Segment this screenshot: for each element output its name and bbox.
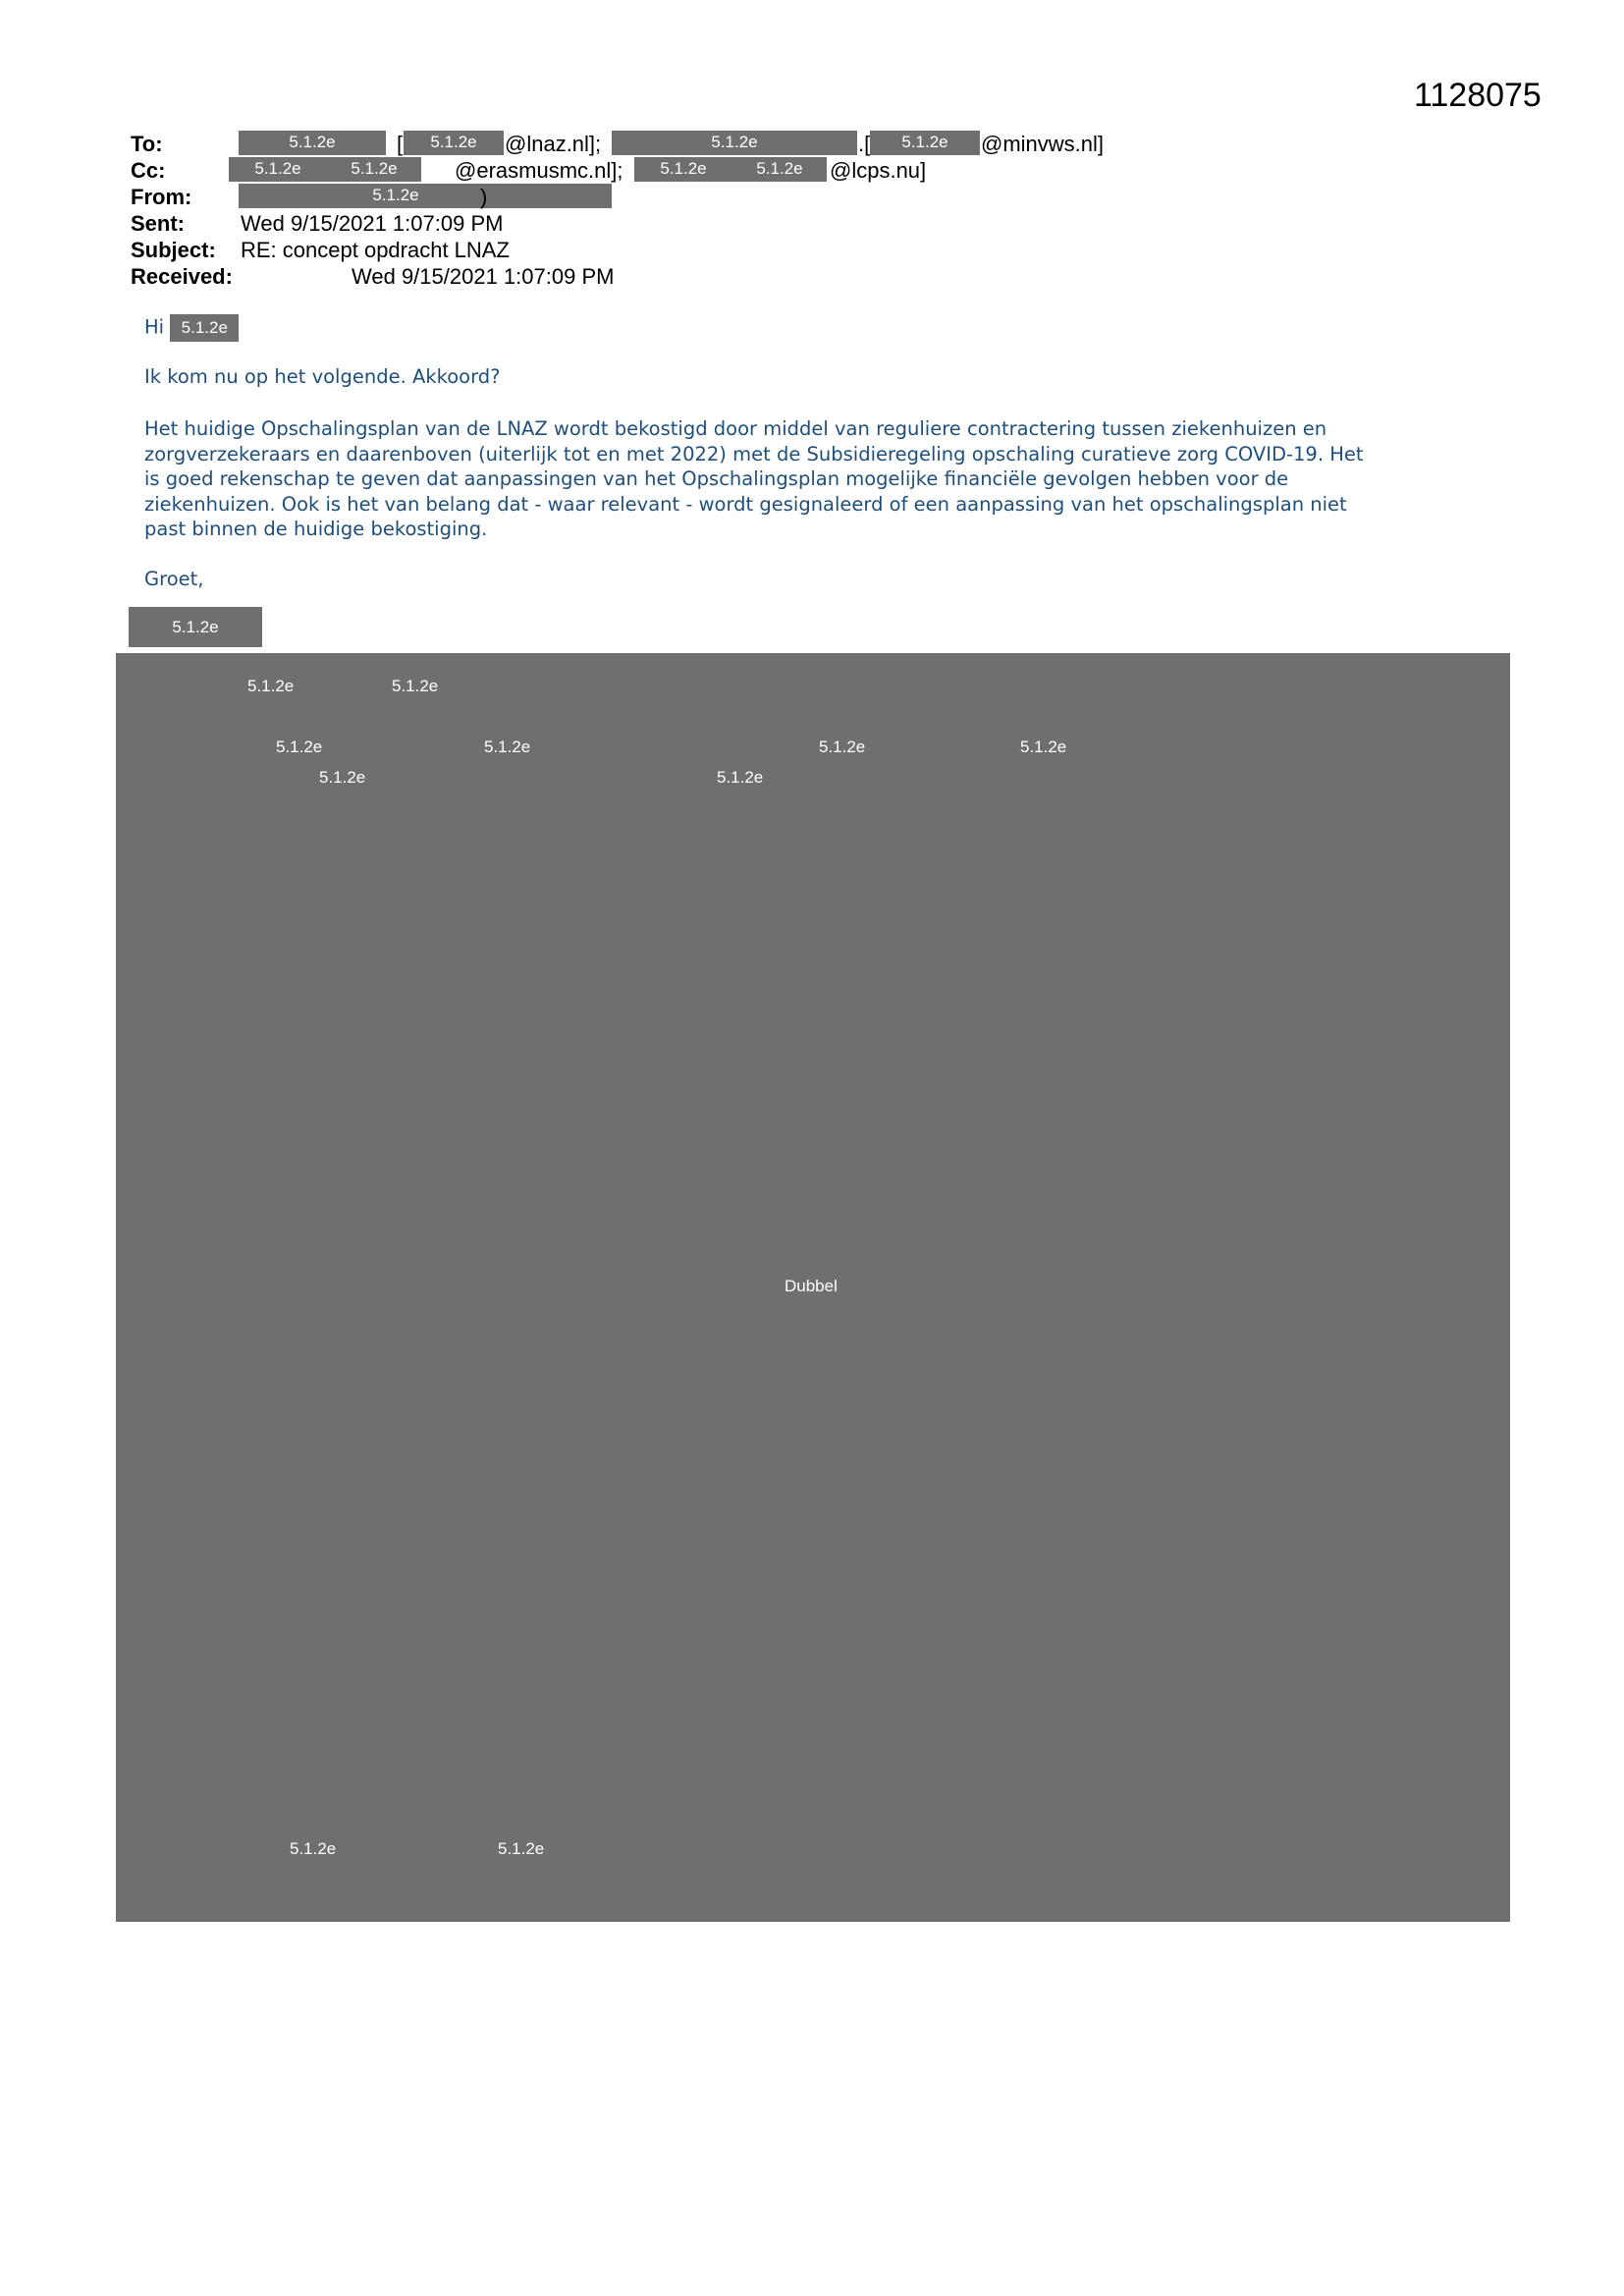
paragraph-line: ziekenhuizen. Ook is het van belang dat - waar relevant - wordt gesignaleerd of een aanpassing van het opschalingsplan niet bbox=[144, 492, 1347, 516]
received-label: Received: bbox=[131, 264, 233, 289]
from-close: ) bbox=[480, 185, 488, 209]
greeting-line bbox=[144, 314, 1480, 342]
subject-value: RE: concept opdracht LNAZ bbox=[241, 238, 510, 262]
to-domain-minvws: @minvws.nl] bbox=[981, 132, 1105, 156]
redaction-label: 5.1.2e bbox=[498, 1839, 545, 1858]
redaction-label: 5.1.2e bbox=[1020, 738, 1067, 756]
message-paragraph bbox=[144, 416, 1480, 542]
to-domain-lnaz: @lnaz.nl]; bbox=[505, 132, 602, 156]
redaction-box bbox=[474, 184, 612, 208]
from-label: From: bbox=[131, 185, 192, 209]
redaction-box: 5.1.2e bbox=[634, 157, 732, 182]
sent-value: Wed 9/15/2021 1:07:09 PM bbox=[241, 211, 504, 236]
redaction-label: 5.1.2e bbox=[717, 768, 764, 787]
redaction-box: 5.1.2e bbox=[239, 131, 386, 155]
to-bracket: .[ bbox=[858, 132, 871, 156]
redaction-label: 5.1.2e bbox=[484, 738, 531, 756]
redaction-label: 5.1.2e bbox=[319, 768, 366, 787]
signature-redaction: 5.1.2e bbox=[129, 607, 262, 647]
redaction-box: 5.1.2e bbox=[870, 131, 980, 155]
to-bracket: [ bbox=[397, 132, 404, 156]
cc-label: Cc: bbox=[131, 158, 166, 183]
paragraph-line: zorgverzekeraars en daarenboven (uiterlijk tot en met 2022) met de Subsidieregeling opschaling curatieve zorg COVID-19. Het bbox=[144, 442, 1364, 465]
sent-label: Sent: bbox=[131, 211, 185, 236]
redaction-box: 5.1.2e bbox=[327, 157, 421, 182]
intro-line: Ik kom nu op het volgende. Akkoord? bbox=[144, 365, 501, 388]
redacted-block bbox=[116, 653, 1510, 1922]
redaction-box: 5.1.2e bbox=[229, 157, 327, 182]
closing-line: Groet, bbox=[144, 568, 204, 590]
document-number: 1128075 bbox=[1414, 77, 1542, 114]
to-label: To: bbox=[131, 132, 163, 156]
redaction-box: 5.1.2e bbox=[170, 314, 239, 342]
redaction-box bbox=[239, 184, 317, 208]
paragraph-line: past binnen de huidige bekostiging. bbox=[144, 518, 488, 540]
redaction-label: 5.1.2e bbox=[290, 1839, 337, 1858]
paragraph-line: is goed rekenschap te geven dat aanpassingen van het Opschalingsplan mogelijke financiële gevolgen hebben voor de bbox=[144, 467, 1289, 490]
greeting: Hi bbox=[144, 315, 165, 339]
cc-domain-lcps: @lcps.nu] bbox=[830, 158, 927, 183]
redaction-box: 5.1.2e bbox=[732, 157, 827, 182]
redaction-label: 5.1.2e bbox=[392, 677, 439, 695]
received-value: Wed 9/15/2021 1:07:09 PM bbox=[352, 264, 615, 289]
redaction-reason: Dubbel bbox=[785, 1277, 838, 1295]
paragraph-line: Het huidige Opschalingsplan van de LNAZ wordt bekostigd door middel van reguliere contractering tussen ziekenhuizen en bbox=[144, 417, 1327, 440]
redaction-label: 5.1.2e bbox=[276, 738, 323, 756]
redaction-box: 5.1.2e bbox=[317, 184, 474, 208]
redaction-label: 5.1.2e bbox=[819, 738, 866, 756]
cc-domain-erasmusmc: @erasmusmc.nl]; bbox=[455, 158, 623, 183]
redaction-label: 5.1.2e bbox=[247, 677, 295, 695]
subject-label: Subject: bbox=[131, 238, 216, 262]
redaction-box: 5.1.2e bbox=[612, 131, 857, 155]
redaction-box: 5.1.2e bbox=[404, 131, 504, 155]
